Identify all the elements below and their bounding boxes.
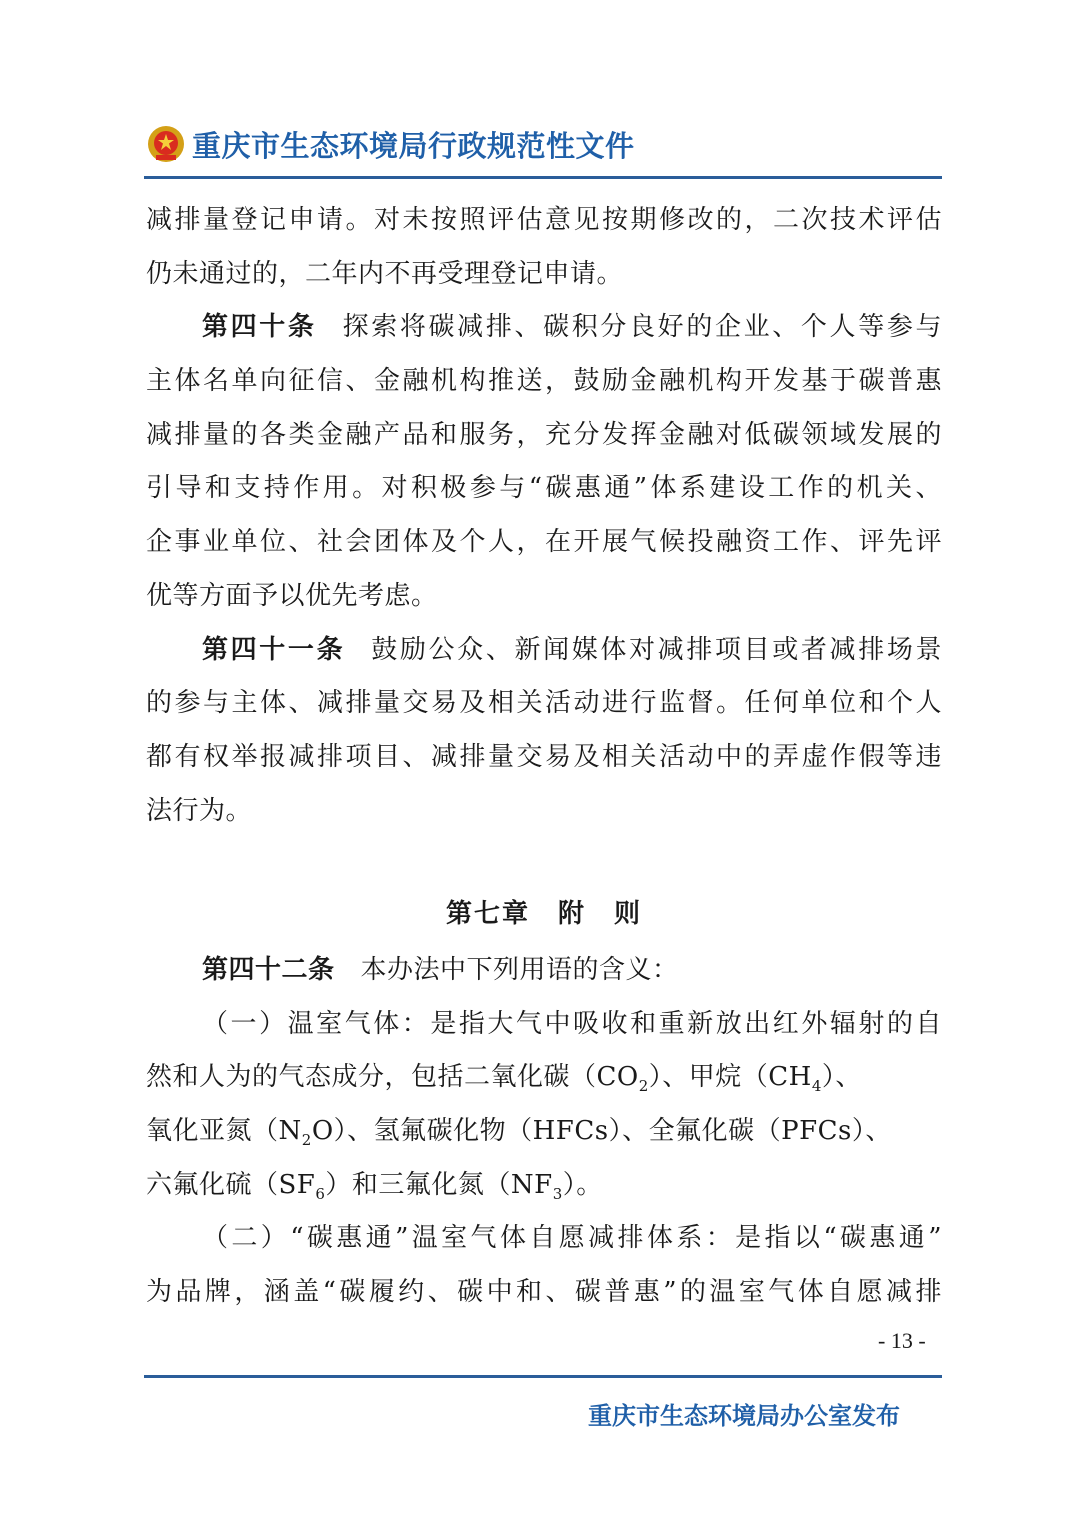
body-text: [146, 194, 942, 838]
text-line: （一）温室气体：是指大气中吸收和重新放出红外辐射的自: [202, 1008, 942, 1039]
article-42-line: 第四十二条 本办法中下列用语的含义：: [202, 955, 679, 985]
article-heading: 第四十二条: [202, 955, 335, 985]
chapter-heading: 第七章 附 则: [445, 899, 642, 929]
text-line: 减排量登记申请。对未按照评估意见按期修改的，二次技术评估: [146, 205, 942, 235]
text-line: 为品牌，涵盖“碳履约、碳中和、碳普惠”的温室气体自愿减排: [146, 1277, 942, 1308]
body-text-2: [146, 944, 942, 1320]
text-line: 主体名单向征信、金融机构推送，鼓励金融机构开发基于碳普惠: [146, 366, 942, 397]
header-title: 重庆市生态环境局行政规范性文件: [192, 128, 635, 163]
article-41-line: 第四十一条 鼓励公众、新闻媒体对减排项目或者减排场景: [202, 634, 942, 665]
article-heading: 第四十条: [202, 312, 317, 343]
text-line: 都有权举报减排项目、减排量交易及相关活动中的弄虚作假等违: [146, 741, 942, 772]
text-line: （二）“碳惠通”温室气体自愿减排体系：是指以“碳惠通”: [202, 1223, 942, 1254]
text-line: 企事业单位、社会团体及个人，在开展气候投融资工作、评先评: [146, 527, 942, 558]
footer-publisher: 重庆市生态环境局办公室发布: [588, 1402, 900, 1430]
text-line: 然和人为的气态成分，包括二氧化碳$(CO_2)$、甲烷$(CH_4)$、: [146, 1062, 862, 1096]
text-line: 六氟化硫$(SF_6)$和三氟化氮$(NF_3)$。: [146, 1169, 603, 1203]
text-line: 氧化亚氮$(N_2O)$、氢氟碳化物（HFCs）、全氟化碳（PFCs）、: [146, 1116, 892, 1150]
document-header: [146, 118, 635, 170]
text-line: 的参与主体、减排量交易及相关活动进行监督。任何单位和个人: [146, 688, 942, 719]
page-number: - 13 -: [878, 1328, 926, 1353]
text-line: 优等方面予以优先考虑。: [146, 580, 438, 611]
national-emblem-icon: [146, 124, 186, 164]
text-line: 法行为。: [146, 795, 253, 826]
article-heading: 第四十一条: [202, 634, 346, 665]
header-divider: [144, 176, 942, 179]
text-line: 引导和支持作用。对积极参与“碳惠通”体系建设工作的机关、: [146, 473, 942, 504]
article-40-line: 第四十条 探索将碳减排、碳积分良好的企业、个人等参与: [202, 312, 942, 343]
text-line: 减排量的各类金融产品和服务，充分发挥金融对低碳领域发展的: [146, 419, 942, 450]
text-line: 仍未通过的，二年内不再受理登记申请。: [146, 258, 624, 289]
footer-divider: [144, 1375, 942, 1378]
